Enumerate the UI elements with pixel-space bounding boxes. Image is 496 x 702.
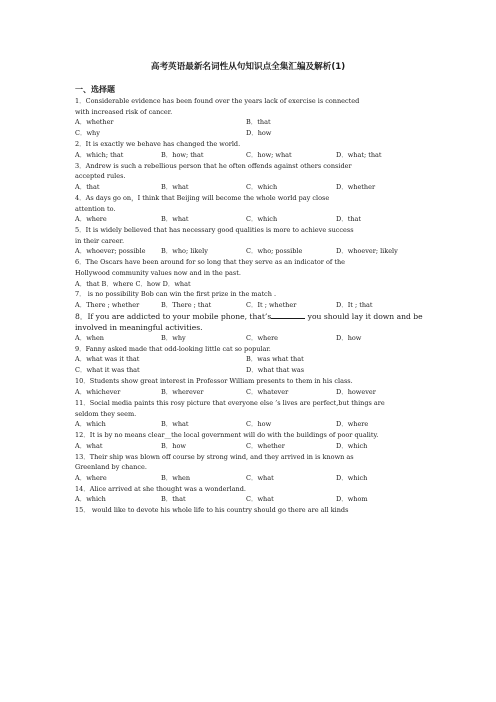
question-stem: It is exactly we behave has changed the world. xyxy=(85,140,241,149)
question-stem: Alice arrived at she thought was a wonderland. xyxy=(89,484,246,493)
question-stem: As days go on，I think that Beijing will become the whole world pay close xyxy=(85,193,330,202)
question-continuation: accepted rules. xyxy=(75,172,126,181)
option-a: A．what was it that xyxy=(75,355,140,364)
option-b: B．when xyxy=(161,473,191,482)
option-b: B．what xyxy=(161,182,189,191)
option-a: A．that xyxy=(75,182,100,191)
option-row xyxy=(75,182,425,193)
question-number: 3． xyxy=(75,161,86,170)
option-c: C．where xyxy=(246,333,279,342)
question-continuation: Hollywood community values now and in the past. xyxy=(75,268,241,277)
question-number: 5． xyxy=(75,226,86,235)
question-list xyxy=(75,96,425,516)
question-item xyxy=(75,161,425,182)
question-stem: It is widely believed that has necessary good qualities is more to achieve success xyxy=(85,226,354,235)
option-c: C．whether xyxy=(246,441,285,450)
option-d: D．how xyxy=(336,333,362,342)
question-stem-continued: you should lay it down and be xyxy=(305,311,423,321)
question-stem: is no possibility Bob can win the first prize in the match . xyxy=(85,290,277,299)
option-d: D．where xyxy=(336,420,369,429)
question-number: 8． xyxy=(75,311,88,321)
question-item xyxy=(75,452,425,473)
question-item xyxy=(75,376,425,387)
question-continuation: in their career. xyxy=(75,236,125,245)
option-c: C．whatever xyxy=(246,387,289,396)
question-number: 7． xyxy=(75,290,86,299)
question-stem: Social media paints this rosy picture that everyone else ’s lives are perfect,but things are xyxy=(89,398,385,407)
question-number: 9． xyxy=(75,344,86,353)
option-row xyxy=(75,387,425,398)
question-stem: Fanny asked made that odd-looking little cat so popular. xyxy=(85,344,271,353)
option-b: B．why xyxy=(161,333,186,342)
question-number: 11． xyxy=(75,398,90,407)
option-c: C．why xyxy=(75,129,100,138)
option-inline-row: A．that B．where C．how D．what xyxy=(75,279,191,288)
question-number: 13． xyxy=(75,452,90,461)
option-row xyxy=(75,473,425,484)
question-item xyxy=(75,193,425,214)
page-title: 高考英语最新名词性从句知识点全集汇编及解析(1) xyxy=(150,62,346,72)
question-item xyxy=(75,484,425,495)
option-b: B．who; likely xyxy=(161,247,208,256)
section-heading: 一、选择题 xyxy=(75,85,115,94)
option-a: A．whichever xyxy=(75,387,121,396)
option-b: B．what xyxy=(161,420,189,429)
option-row xyxy=(75,441,425,452)
option-grid xyxy=(75,354,425,376)
option-row xyxy=(75,419,425,430)
question-stem: would like to devote his whole life to his country should go there are all kinds xyxy=(89,506,349,515)
option-d: D．It ; that xyxy=(336,300,373,309)
option-row xyxy=(75,333,425,344)
option-c: C．how; what xyxy=(246,150,292,159)
option-c: C．which xyxy=(246,182,278,191)
question-number: 15． xyxy=(75,506,90,515)
question-item xyxy=(75,289,425,300)
option-row xyxy=(75,214,425,225)
option-b: B．how xyxy=(161,441,186,450)
question-item xyxy=(75,225,425,246)
question-item xyxy=(75,311,425,333)
question-item xyxy=(75,96,425,117)
question-continuation: involved in meaningful activities. xyxy=(75,322,203,332)
option-a: A．whoever; possible xyxy=(75,247,146,256)
question-item xyxy=(75,430,425,441)
option-d: D．which xyxy=(336,441,368,450)
option-row xyxy=(75,300,425,311)
question-stem: Andrew is such a rebellious person that he often offends against others consider xyxy=(85,161,352,170)
question-number: 12． xyxy=(75,431,90,440)
question-number: 10． xyxy=(75,377,90,386)
option-d: D．how xyxy=(246,129,272,138)
option-d: D．what; that xyxy=(336,150,382,159)
option-c: C．what xyxy=(246,495,274,504)
option-a: A．which xyxy=(75,495,106,504)
option-row xyxy=(75,494,425,505)
question-item xyxy=(75,505,425,516)
option-a: A．whether xyxy=(75,118,114,127)
option-c: C．which xyxy=(246,215,278,224)
question-stem: Considerable evidence has been found over the years lack of exercise is connected xyxy=(85,97,360,105)
question-item xyxy=(75,139,425,150)
question-continuation: with increased risk of cancer. xyxy=(75,107,173,116)
option-c: C．It ; whether xyxy=(246,300,297,309)
question-continuation: seldom they seem. xyxy=(75,409,137,418)
option-a: A．what xyxy=(75,441,103,450)
option-b: B．that xyxy=(246,118,271,127)
option-d: D．which xyxy=(336,473,368,482)
option-c: C．how xyxy=(246,420,272,429)
option-b: B．that xyxy=(161,495,186,504)
option-c: C．what xyxy=(246,473,274,482)
option-a: A．where xyxy=(75,215,107,224)
question-item xyxy=(75,344,425,355)
option-d: D．what that was xyxy=(246,366,305,375)
option-d: D．that xyxy=(336,215,361,224)
option-b: B．what xyxy=(161,215,189,224)
option-row xyxy=(75,150,425,161)
question-number: 4． xyxy=(75,193,86,202)
option-a: A．which xyxy=(75,420,106,429)
option-a: A．when xyxy=(75,333,104,342)
option-a: A．which; that xyxy=(75,150,124,159)
option-b: B．wherever xyxy=(161,387,204,396)
question-item xyxy=(75,257,425,278)
question-stem: Their ship was blown off course by strong wind, and they arrived in is known as xyxy=(89,452,354,461)
option-d: D．whether xyxy=(336,182,376,191)
option-a: A．where xyxy=(75,473,107,482)
question-item xyxy=(75,398,425,419)
question-stem: If you are addicted to your mobile phone, that’s xyxy=(87,311,272,321)
option-row xyxy=(75,246,425,257)
question-stem: The Oscars have been around for so long that they serve as an indicator of the xyxy=(85,258,345,267)
option-d: D．whom xyxy=(336,495,368,504)
question-continuation: Greenland by chance. xyxy=(75,463,147,472)
option-b: B．was what that xyxy=(246,355,304,364)
option-c: C．what it was that xyxy=(75,366,140,375)
question-number: 1． xyxy=(75,97,86,105)
question-stem: Students show great interest in Professor William presents to them in his class. xyxy=(89,377,353,386)
question-number: 14． xyxy=(75,484,90,493)
option-d: D．whoever; likely xyxy=(336,247,398,256)
option-a: A．There ; whether xyxy=(75,300,140,309)
question-number: 2． xyxy=(75,140,86,149)
question-continuation: attention to. xyxy=(75,204,116,213)
option-d: D．however xyxy=(336,387,376,396)
option-c: C．who; possible xyxy=(246,247,303,256)
question-number: 6． xyxy=(75,258,86,267)
question-stem: It is by no means clear__the local government will do with the buildings of poor quality. xyxy=(89,431,379,440)
answer-blank xyxy=(271,312,305,319)
option-b: B．how; that xyxy=(161,150,204,159)
option-b: B．There ; that xyxy=(161,300,212,309)
option-grid xyxy=(75,117,425,139)
